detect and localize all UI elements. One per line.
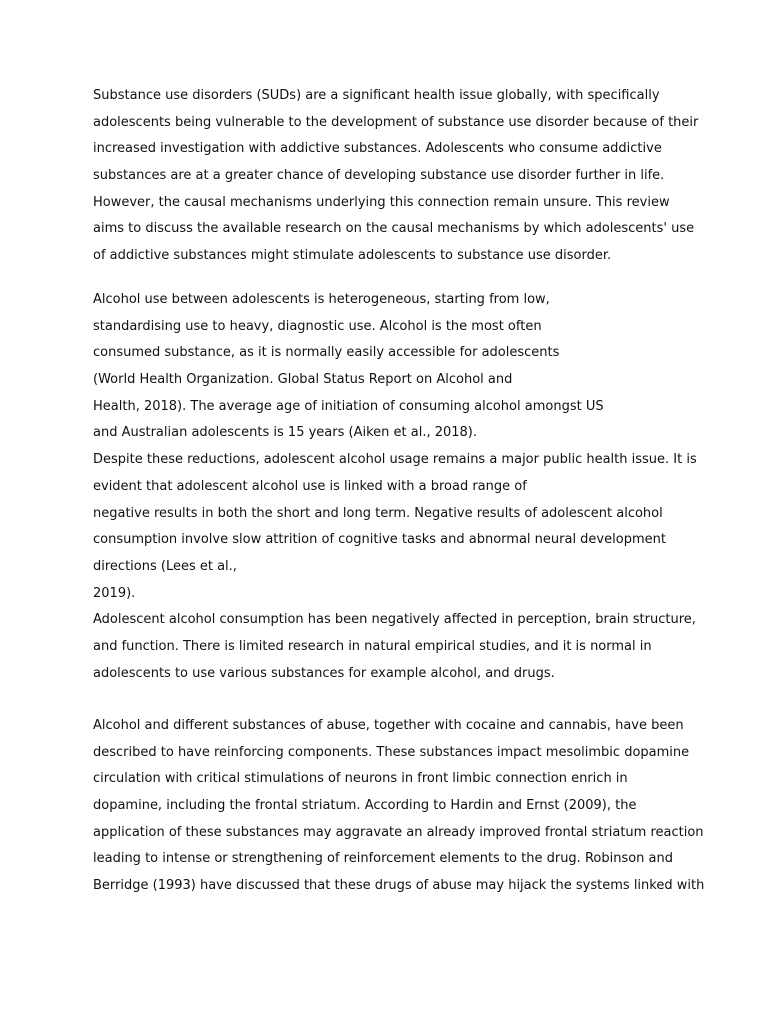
text-line: evident that adolescent alcohol use is linked with a broad range of — [93, 478, 527, 494]
text-line: aims to discuss the available research on the causal mechanisms by which adolescents' use — [93, 221, 695, 237]
text-line: substances are at a greater chance of developing substance use disorder further in life. — [93, 168, 665, 184]
text-line: Alcohol use between adolescents is heterogeneous, starting from low, — [93, 292, 550, 307]
text-line: standardising use to heavy, diagnostic use. Alcohol is the most often — [93, 318, 542, 334]
text-line: leading to intense or strengthening of reinforcement elements to the drug. Robinson and — [93, 851, 674, 867]
text-line: increased investigation with addictive substances. Adolescents who consume addictive — [93, 141, 662, 157]
text-line: Health, 2018). The average age of initiation of consuming alcohol amongst US — [93, 398, 604, 414]
text-line: adolescents being vulnerable to the development of substance use disorder because of their — [93, 114, 699, 130]
text-line: dopamine, including the frontal striatum. According to Hardin and Ernst (2009), the — [93, 798, 637, 814]
text-line: 2019). — [93, 585, 136, 601]
text-line: of addictive substances might stimulate adolescents to substance use disorder. — [93, 248, 612, 264]
text-line: negative results in both the short and long term. Negative results of adolescent alcohol — [93, 505, 663, 521]
text-line: Adolescent alcohol consumption has been negatively affected in perception, brain structure, — [93, 612, 696, 628]
text-line: However, the causal mechanisms underlying this connection remain unsure. This review — [93, 194, 670, 210]
paragraph-2 — [93, 287, 697, 687]
text-line: directions (Lees et al., — [93, 558, 237, 574]
text-line: and function. There is limited research in natural empirical studies, and it is normal in — [93, 638, 652, 654]
text-line: described to have reinforcing components. These substances impact mesolimbic dopamine — [93, 744, 690, 760]
paragraph-1 — [93, 83, 699, 270]
text-line: adolescents to use various substances for example alcohol, and drugs. — [93, 665, 555, 681]
text-line: (World Health Organization. Global Status Report on Alcohol and — [93, 372, 513, 388]
text-line: and Australian adolescents is 15 years (Aiken et al., 2018). — [93, 425, 478, 441]
text-line: application of these substances may aggravate an already improved frontal striatum reaction — [93, 824, 704, 840]
paragraph-3 — [93, 713, 705, 900]
text-line: consumption involve slow attrition of cognitive tasks and abnormal neural development — [93, 532, 666, 548]
text-line: Substance use disorders (SUDs) are a significant health issue globally, with specifically — [93, 88, 660, 103]
text-line: Despite these reductions, adolescent alcohol usage remains a major public health issue. It is — [93, 452, 697, 468]
text-line: Berridge (1993) have discussed that these drugs of abuse may hijack the systems linked with — [93, 878, 705, 894]
text-line: circulation with critical stimulations of neurons in front limbic connection enrich in — [93, 771, 628, 787]
text-line: Alcohol and different substances of abuse, together with cocaine and cannabis, have been — [93, 718, 684, 733]
text-line: consumed substance, as it is normally easily accessible for adolescents — [93, 345, 560, 361]
